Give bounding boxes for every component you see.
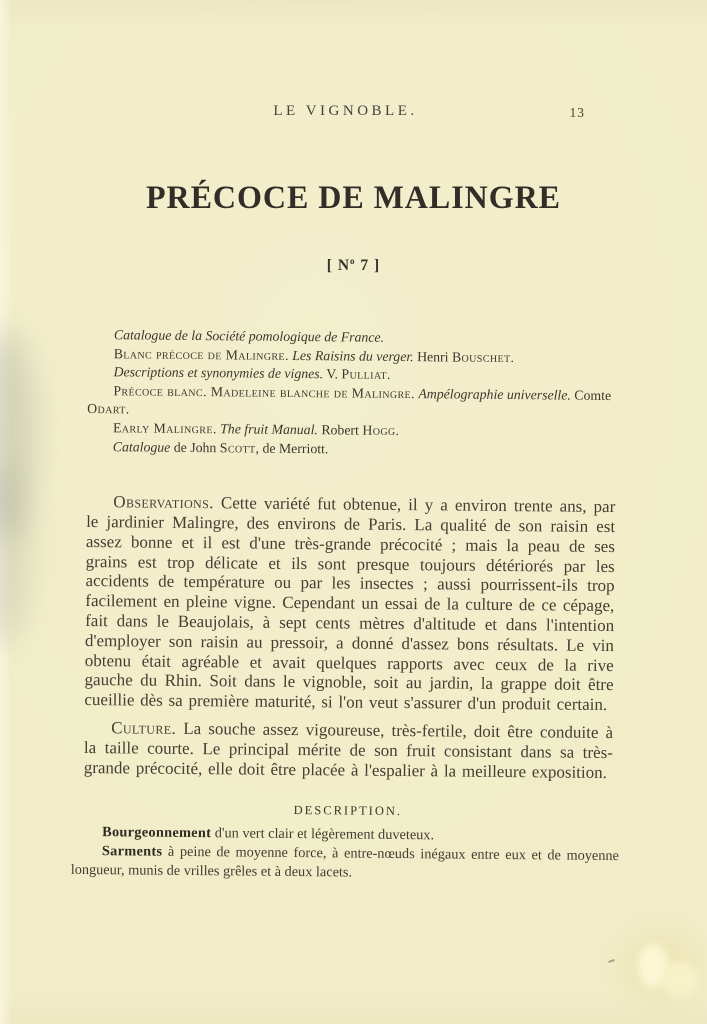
author-surname: Odart. (87, 401, 130, 417)
catalogue-text: , de Merriott. (255, 440, 329, 456)
observations-text: Cette variété fut obtenue, il y a environ trente ans, par le jardinier Malingre, des environs de Paris. La qualité de son raisin est assez bonne et il est d'une très-grande précocité ; mais la peau de ses grains est trop délicate et ils sont presque toujours détériorés par les accidents de température ou par les insectes ; aussi pourrissent-ils trop facilement en pleine vigne. Cependant un essai de la culture de ce cépage, fait dans le Beaujolais, à sept cents mètres d'altitude et dans l'intention d'employer son raisin au pressoir, a donné d'assez bons résultats. Le vin obtenu était agréable et avait quelques rapports avec ceux de la rive gauche du Rhin. Soit dans le vignoble, soit au jardin, la grappe doit être cueillie dès sa première maturité, si l'on veut s'assurer d'un produit certain. (84, 493, 616, 715)
plate-number-pre: [ N (326, 257, 351, 274)
description-section (71, 823, 620, 885)
running-title: LE VIGNOBLE. (273, 103, 418, 119)
paper-stain (662, 962, 698, 998)
source-title: Catalogue (112, 438, 171, 455)
source-title: The fruit Manual. (220, 421, 318, 438)
catalogue-entry (87, 382, 616, 424)
synonym-name: Early Malingre. (112, 420, 217, 437)
plate-number-post: 7 ] (355, 257, 381, 274)
source-title: Descriptions et synonymies de vignes. (113, 364, 324, 382)
page-number: 13 (569, 105, 585, 120)
author-surname: Bouschet. (451, 349, 515, 365)
description-heading: DESCRIPTION. (293, 803, 403, 819)
source-title: Les Raisins du verger. (292, 347, 414, 364)
chapter-title: PRÉCOCE DE MALINGRE (145, 180, 562, 216)
author-first-name: Henri (417, 348, 449, 365)
paper-speck (608, 959, 615, 963)
synonym-name: Blanc précoce de Malingre. (113, 345, 289, 363)
author-first-name: Robert (321, 422, 359, 438)
author-first-name: V. (326, 366, 339, 382)
page-body (70, 326, 620, 885)
culture-text: La souche assez vigoureuse, très-fertile, doit être conduite à la taille courte. Le principal mérite de son fruit consistant dans sa très-grande précocité, elle doit être placée à l'espalier à la meilleure exposition. (83, 718, 614, 782)
author-surname: Pulliat. (341, 366, 391, 383)
synonym-name: Précoce blanc. Madeleine blanche de Malingre. (113, 383, 416, 401)
author-surname: Scott (219, 439, 256, 456)
description-text: à peine de moyenne force, à entre-nœuds inégaux entre eux et de moyenne longueur, munis de vrilles grêles et à deux lacets. (70, 844, 620, 881)
observations-lead: Observations. (113, 492, 214, 513)
description-text: d'un vert clair et légèrement duveteux. (214, 825, 435, 844)
source-title: Ampélographie universelle. (418, 385, 571, 403)
description-item (71, 842, 619, 885)
culture-lead: Culture. (111, 718, 177, 738)
catalogue-text: Catalogue de la Société pomologique de France. (113, 327, 385, 345)
observations-paragraph (84, 492, 615, 715)
catalogue-text: de John (173, 439, 217, 455)
plate-number (0, 256, 707, 275)
author-surname: Hogg. (362, 422, 400, 438)
culture-paragraph (84, 718, 614, 782)
author-first-name: Comte (574, 387, 612, 403)
description-term: Bourgeonnement (102, 824, 212, 842)
catalogue-entry (87, 438, 616, 462)
description-term: Sarments (101, 843, 163, 861)
plate-number-sup: o (350, 256, 356, 266)
